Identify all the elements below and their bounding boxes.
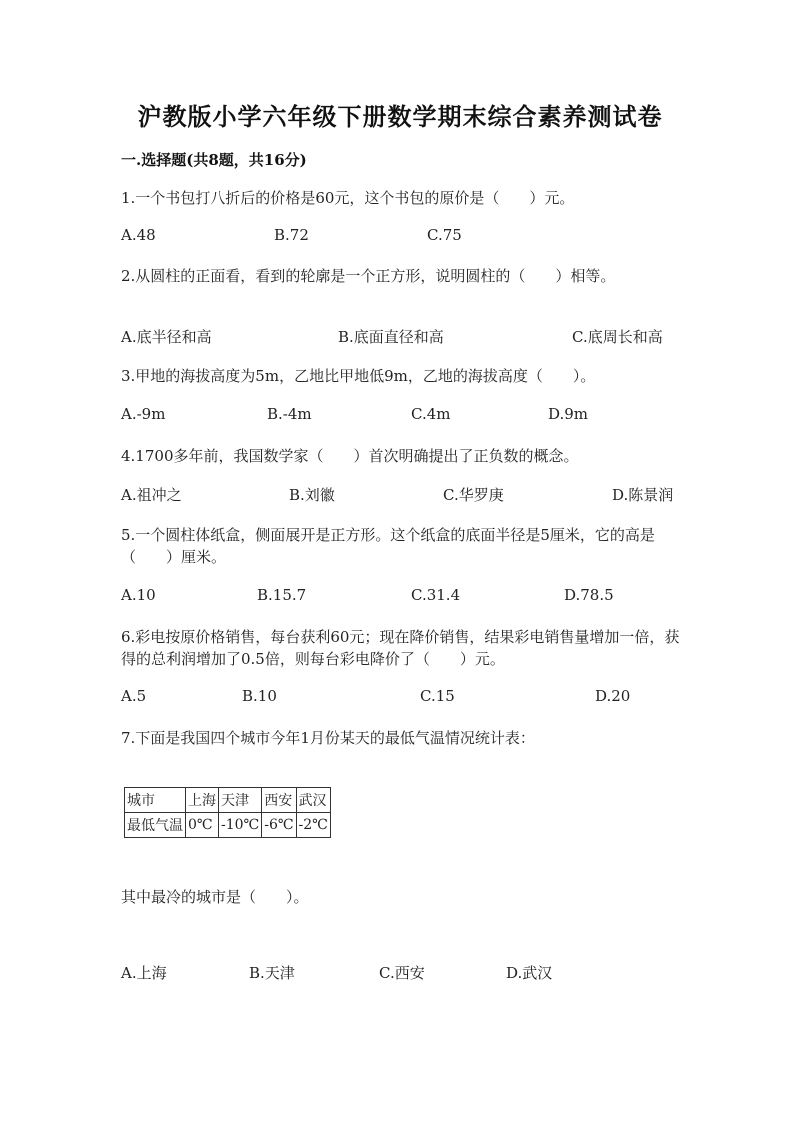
question-1: 1.一个书包打八折后的价格是60元，这个书包的原价是（ ）元。 — [121, 189, 575, 207]
option-a[interactable]: A.底半径和高 — [121, 328, 212, 346]
option-a[interactable]: A.5 — [121, 687, 147, 705]
temperature-table — [124, 787, 331, 838]
question-7: 7.下面是我国四个城市今年1月份某天的最低气温情况统计表： — [121, 729, 535, 747]
table-cell: 最低气温 — [125, 813, 186, 838]
question-5: 5.一个圆柱体纸盒，侧面展开是正方形。这个纸盒的底面半径是5厘米，它的高是（ ）厘米。 — [121, 526, 655, 566]
table-cell: -10℃ — [219, 813, 262, 838]
option-c[interactable]: C.华罗庚 — [443, 486, 504, 504]
question-7-options — [121, 962, 681, 984]
question-7-followup: 其中最冷的城市是（ ）。 — [121, 888, 309, 906]
option-a[interactable]: A.祖冲之 — [121, 486, 182, 504]
question-3-options — [121, 405, 681, 427]
table-cell: 城市 — [125, 788, 186, 813]
question-2-options — [121, 326, 681, 348]
question-5-options — [121, 586, 681, 608]
option-c[interactable]: C.15 — [420, 687, 455, 705]
question-4-options — [121, 484, 681, 506]
table-cell: 武汉 — [296, 788, 330, 813]
question-4: 4.1700多年前，我国数学家（ ）首次明确提出了正负数的概念。 — [121, 447, 579, 465]
option-c[interactable]: C.31.4 — [411, 586, 461, 604]
option-d[interactable]: D.20 — [595, 687, 631, 705]
option-c[interactable]: C.西安 — [379, 964, 425, 982]
table-cell: 天津 — [219, 788, 262, 813]
option-d[interactable]: D.武汉 — [506, 964, 553, 982]
table-cell: 西安 — [262, 788, 296, 813]
question-6-options — [121, 687, 681, 709]
option-a[interactable]: A.-9m — [121, 405, 166, 423]
option-b[interactable]: B.10 — [242, 687, 277, 705]
option-c[interactable]: C.底周长和高 — [572, 328, 663, 346]
option-a[interactable]: A.上海 — [121, 964, 167, 982]
question-1-options — [121, 226, 681, 248]
question-2: 2.从圆柱的正面看，看到的轮廓是一个正方形，说明圆柱的（ ）相等。 — [121, 267, 616, 285]
table-cell: -2℃ — [296, 813, 330, 838]
table-cell: -6℃ — [262, 813, 296, 838]
question-3: 3.甲地的海拔高度为5m，乙地比甲地低9m，乙地的海拔高度（ ）。 — [121, 367, 596, 385]
table-cell: 0℃ — [186, 813, 219, 838]
option-b[interactable]: B.72 — [274, 226, 309, 244]
option-d[interactable]: D.陈景润 — [612, 486, 674, 504]
option-a[interactable]: A.10 — [121, 586, 156, 604]
page-title: 沪教版小学六年级下册数学期末综合素养测试卷 — [137, 102, 663, 131]
section-header: 一.选择题(共8题，共16分) — [121, 151, 307, 169]
option-d[interactable]: D.78.5 — [564, 586, 614, 604]
option-c[interactable]: C.75 — [427, 226, 462, 244]
option-b[interactable]: B.天津 — [249, 964, 295, 982]
table-cell: 上海 — [186, 788, 219, 813]
table-header-row — [125, 788, 331, 813]
option-a[interactable]: A.48 — [121, 226, 156, 244]
table-row — [125, 813, 331, 838]
option-d[interactable]: D.9m — [548, 405, 589, 423]
option-b[interactable]: B.底面直径和高 — [338, 328, 444, 346]
option-b[interactable]: B.刘徽 — [289, 486, 335, 504]
option-c[interactable]: C.4m — [411, 405, 451, 423]
option-b[interactable]: B.-4m — [267, 405, 312, 423]
question-6: 6.彩电按原价格销售，每台获利60元；现在降价销售，结果彩电销售量增加一倍，获得的总利润增加了0.5倍，则每台彩电降价了（ ）元。 — [121, 628, 680, 668]
option-b[interactable]: B.15.7 — [257, 586, 307, 604]
